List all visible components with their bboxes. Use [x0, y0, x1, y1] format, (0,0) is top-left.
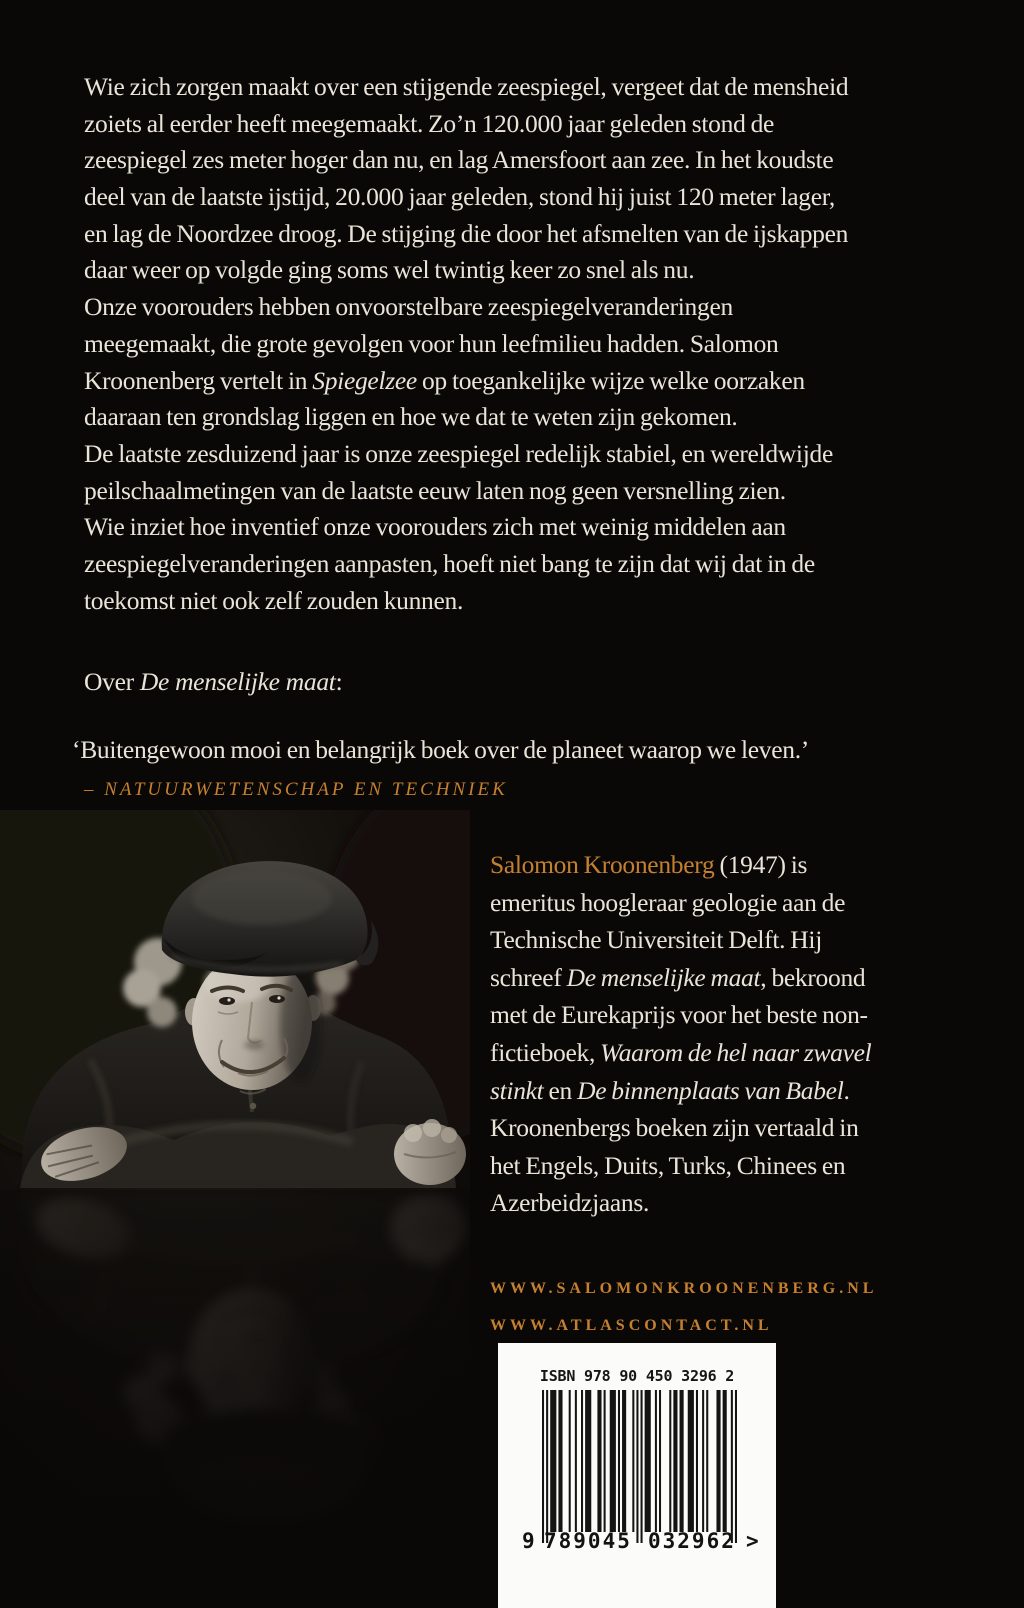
blurb-line: zeespiegel zes meter hoger dan nu, en lag Amersfoort aan zee. In het koudste — [84, 145, 834, 175]
blurb-line: Kroonenberg vertelt in Spiegelzee op toegankelijke wijze welke oorzaken — [84, 365, 805, 395]
bio-line: stinkt en De binnenplaats van Babel. — [490, 1075, 850, 1105]
barcode-digits — [498, 1529, 776, 1557]
bio-line: emeritus hoogleraar geologie aan de — [490, 887, 846, 917]
blurb-line: en lag de Noordzee droog. De stijging die door het afsmelten van de ijskappen — [84, 218, 849, 248]
review-heading: Over De menselijke maat: — [84, 667, 343, 696]
website-links — [490, 1270, 960, 1344]
blurb-line: toekomst niet ook zelf zouden kunnen. — [84, 585, 464, 615]
barcode-digit-group: 032962 — [648, 1529, 736, 1553]
barcode-digit-group: 789045 — [544, 1529, 632, 1553]
blurb-line: peilschaalmetingen van de laatste eeuw laten nog geen versnelling zien. — [84, 475, 786, 505]
blurb-line: De laatste zesduizend jaar is onze zeespiegel redelijk stabiel, en wereldwijde — [84, 438, 833, 468]
bio-line: met de Eurekaprijs voor het beste non- — [490, 1000, 868, 1030]
bio-line: Technische Universiteit Delft. Hij — [490, 925, 822, 955]
author-bio — [490, 846, 960, 1222]
author-website: WWW.SALOMONKROONENBERG.NL — [490, 1280, 878, 1297]
bio-line: Kroonenbergs boeken zijn vertaald in — [490, 1113, 859, 1143]
barcode-arrow: > — [746, 1529, 761, 1553]
publisher-website: WWW.ATLASCONTACT.NL — [490, 1317, 773, 1334]
isbn-label: ISBN 978 90 450 3296 2 — [539, 1367, 735, 1385]
blurb-line: zoiets al eerder heeft meegemaakt. Zo’n 120.000 jaar geleden stond de — [84, 108, 775, 138]
isbn-barcode — [498, 1343, 776, 1608]
barcode-bars — [542, 1390, 737, 1543]
author-photo — [0, 810, 470, 1608]
bio-line: het Engels, Duits, Turks, Chinees en — [490, 1150, 846, 1180]
blurb-line: Wie inziet hoe inventief onze voorouders zich met weinig middelen aan — [84, 512, 786, 542]
blurb-line: deel van de laatste ijstijd, 20.000 jaar geleden, stond hij juist 120 meter lager, — [84, 182, 835, 212]
bio-line: Azerbeidzjaans. — [490, 1188, 650, 1218]
blurb-line: Onze voorouders hebben onvoorstelbare zeespiegelveranderingen — [84, 292, 733, 322]
bio-line: schreef De menselijke maat, bekroond — [490, 962, 866, 992]
blurb-line: daar weer op volgde ging soms wel twintig keer zo snel als nu. — [84, 255, 695, 285]
blurb-line: meegemaakt, die grote gevolgen voor hun leefmilieu hadden. Salomon — [84, 328, 779, 358]
review-attribution: – NATUURWETENSCHAP EN TECHNIEK — [84, 779, 508, 800]
barcode-digit-lead: 9 — [522, 1529, 537, 1553]
blurb-line: Wie zich zorgen maakt over een stijgende zeespiegel, vergeet dat de mensheid — [84, 72, 849, 101]
bio-line: Salomon Kroonenberg (1947) is — [490, 850, 808, 879]
blurb-line: zeespiegelveranderingen aanpasten, hoeft niet bang te zijn dat wij dat in de — [84, 548, 815, 578]
bio-line: fictieboek, Waarom de hel naar zwavel — [490, 1037, 872, 1067]
blurb-line: daaraan ten grondslag liggen en hoe we dat te weten zijn gekomen. — [84, 402, 738, 432]
review-quote: ‘Buitengewoon mooi en belangrijk boek over de planeet waarop we leven.’ — [72, 735, 809, 764]
blurb-text — [84, 69, 964, 619]
